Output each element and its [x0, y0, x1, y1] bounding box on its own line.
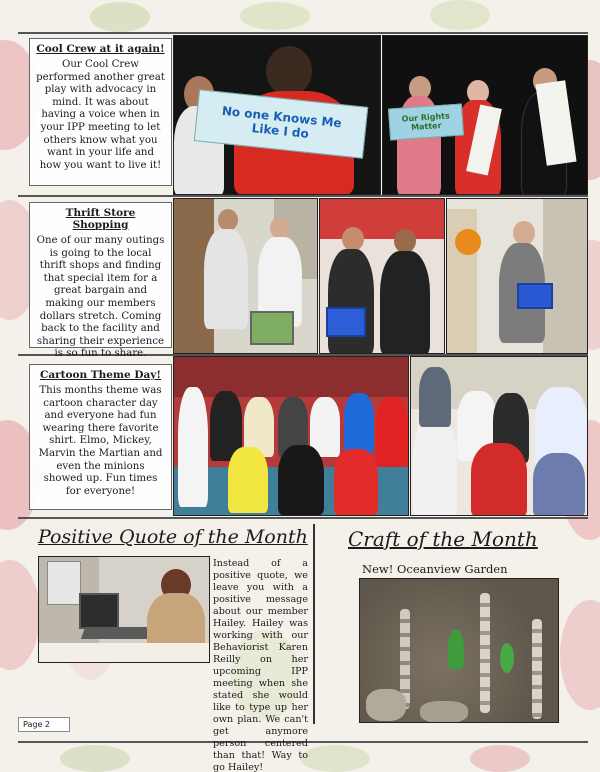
- cool-crew-caption: [29, 38, 172, 186]
- thrift-photo-1: [173, 198, 318, 354]
- thrift-photo-2: [319, 198, 445, 354]
- quote-section-title: Positive Quote of the Month: [38, 526, 308, 548]
- top-rule: [18, 32, 588, 34]
- quote-body: Instead of a positive quote, we leave you with a positive message about our member Hailey. Hailey was working with our Behaviorist Karen Reilly on her upcoming IPP meeting when she stated she would like to type up her own plan. We can't get anymore person centered than that! Way to go Hailey!: [213, 558, 308, 772]
- cool-crew-photo-right: [382, 35, 588, 195]
- cartoon-day-caption: [29, 364, 172, 510]
- cartoon-day-photo-indoor: [410, 356, 588, 516]
- section-text: Our Cool Crew performed another great play with advocacy in mind. It was about having a voice when in your IPP meeting to let others know what you want in your life and how you want to live it!: [36, 59, 165, 171]
- thrift-photo-3: [446, 198, 588, 354]
- section-heading: Thrift Store Shopping: [65, 207, 136, 231]
- section-divider: [18, 195, 588, 197]
- column-divider: [313, 524, 315, 724]
- thrift-store-caption: [29, 202, 172, 360]
- sign-text: Our Rights Matter: [401, 111, 451, 133]
- section-text: One of our many outings is going to the local thrift shops and finding that special item for a great bargain and making our members dollars stretch. Coming back to the facility and sharing their experience is so fun to share.: [36, 235, 165, 360]
- section-divider: [18, 517, 588, 519]
- section-text: This months theme was cartoon character day and everyone had fun wearing there favorite shirt. Elmo, Mickey, Marvin the Martian and even the minions showed up. Fun times for everyone!: [38, 385, 163, 497]
- section-heading: Cool Crew at it again!: [36, 43, 165, 55]
- cool-crew-photo-left: [173, 35, 381, 195]
- craft-section-title: Craft of the Month: [348, 527, 538, 551]
- sign-our-rights-matter: [388, 103, 464, 140]
- hailey-photo: [38, 556, 210, 663]
- cartoon-day-photo-group: [173, 356, 409, 516]
- craft-caption: New! Oceanview Garden: [362, 562, 508, 576]
- section-heading: Cartoon Theme Day!: [39, 369, 162, 381]
- sign-text: No one Knows Me Like I do: [221, 103, 343, 141]
- page-number: Page 2: [18, 717, 70, 732]
- garden-photo: [359, 578, 559, 723]
